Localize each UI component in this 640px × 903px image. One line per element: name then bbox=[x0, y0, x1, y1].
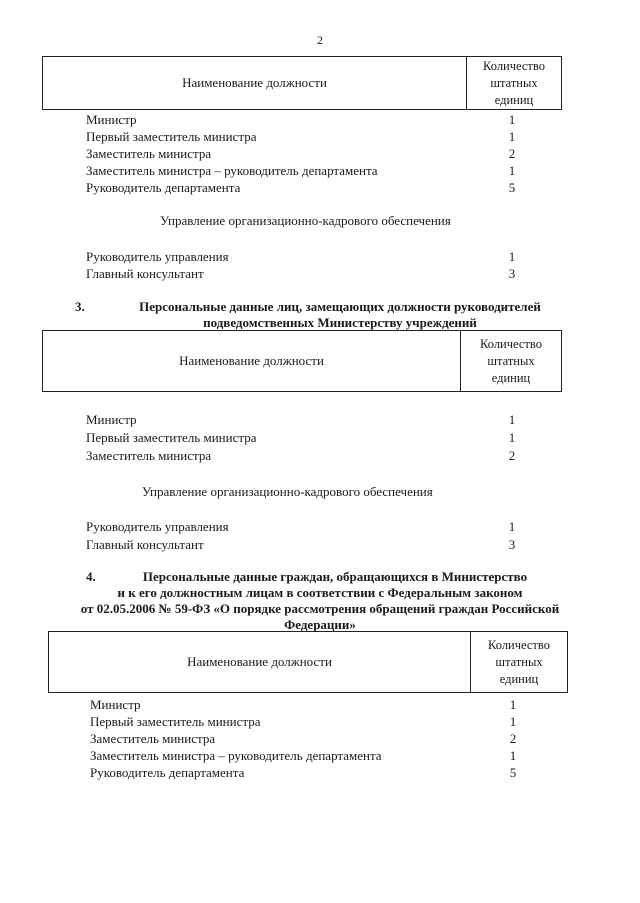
header-count-line: Количество bbox=[488, 637, 550, 652]
section3-title-line: подведомственных Министерству учреждений bbox=[203, 315, 477, 330]
row-label: Заместитель министра bbox=[86, 448, 212, 463]
table-row bbox=[90, 730, 530, 747]
row-value: 2 bbox=[508, 448, 516, 463]
row-label: Министр bbox=[90, 697, 141, 712]
header-count-line: единиц bbox=[494, 92, 534, 107]
section3-header bbox=[42, 330, 562, 392]
table-row bbox=[86, 265, 526, 282]
row-label: Заместитель министра bbox=[90, 731, 216, 746]
section3-header-count bbox=[461, 331, 561, 391]
table-row bbox=[86, 111, 526, 128]
row-label: Первый заместитель министра bbox=[86, 430, 257, 445]
table-row bbox=[90, 713, 530, 730]
header-count-line: штатных bbox=[495, 654, 543, 669]
section4-title-line: Персональные данные граждан, обращающихся в Министерство bbox=[142, 569, 528, 584]
header-count-line: Количество bbox=[480, 336, 542, 351]
page-number: 2 bbox=[317, 33, 323, 47]
table-row bbox=[86, 179, 526, 196]
row-value: 1 bbox=[509, 748, 517, 763]
row-label: Заместитель министра bbox=[86, 146, 212, 161]
row-label: Заместитель министра – руководитель департамента bbox=[86, 163, 378, 178]
table1-subheading: Управление организационно-кадрового обеспечения bbox=[160, 213, 451, 228]
section4-header bbox=[48, 631, 568, 693]
row-label: Руководитель департамента bbox=[90, 765, 245, 780]
table-row bbox=[86, 145, 526, 162]
table-row bbox=[86, 411, 526, 428]
row-label: Первый заместитель министра bbox=[86, 129, 257, 144]
section3-header-name: Наименование должности bbox=[43, 331, 461, 391]
header-count-line: Количество bbox=[483, 58, 545, 73]
table1-header bbox=[42, 56, 562, 110]
section4-title-line: от 02.05.2006 № 59-ФЗ «О порядке рассмотрения обращений граждан Российской bbox=[80, 601, 560, 616]
row-label: Руководитель управления bbox=[86, 249, 229, 264]
row-value: 1 bbox=[508, 412, 516, 427]
row-value: 2 bbox=[509, 731, 517, 746]
row-value: 1 bbox=[508, 249, 516, 264]
section4-number: 4. bbox=[86, 569, 96, 584]
section4-header-name: Наименование должности bbox=[49, 632, 471, 692]
row-value: 2 bbox=[508, 146, 516, 161]
row-value: 3 bbox=[508, 537, 516, 552]
header-count-line: единиц bbox=[499, 671, 539, 686]
row-value: 1 bbox=[508, 163, 516, 178]
table1-header-name: Наименование должности bbox=[43, 57, 467, 109]
table-row bbox=[86, 128, 526, 145]
section4-title-line: и к его должностным лицам в соответствии с Федеральным законом bbox=[117, 585, 523, 600]
table-row bbox=[90, 747, 530, 764]
row-label: Руководитель департамента bbox=[86, 180, 241, 195]
table-row bbox=[86, 162, 526, 179]
row-label: Главный консультант bbox=[86, 266, 204, 281]
table-row bbox=[86, 248, 526, 265]
table-row bbox=[86, 536, 526, 553]
row-label: Руководитель управления bbox=[86, 519, 229, 534]
row-value: 3 bbox=[508, 266, 516, 281]
table-row bbox=[90, 764, 530, 781]
row-label: Министр bbox=[86, 412, 137, 427]
row-value: 1 bbox=[509, 697, 517, 712]
row-label: Главный консультант bbox=[86, 537, 204, 552]
table-row bbox=[86, 518, 526, 535]
table-row bbox=[86, 429, 526, 446]
row-label: Заместитель министра – руководитель департамента bbox=[90, 748, 382, 763]
section3-title-line: Персональные данные лиц, замещающих должности руководителей bbox=[139, 299, 541, 314]
section3-number: 3. bbox=[75, 299, 85, 314]
row-label: Министр bbox=[86, 112, 137, 127]
section3-title bbox=[100, 299, 580, 331]
row-value: 1 bbox=[509, 714, 517, 729]
row-value: 5 bbox=[509, 765, 517, 780]
section4-header-count bbox=[471, 632, 567, 692]
table1-header-count bbox=[467, 57, 561, 109]
table-row bbox=[86, 447, 526, 464]
table-row bbox=[90, 696, 530, 713]
section3-subheading: Управление организационно-кадрового обеспечения bbox=[142, 484, 433, 499]
header-count-line: штатных bbox=[487, 353, 535, 368]
row-value: 1 bbox=[508, 430, 516, 445]
row-label: Первый заместитель министра bbox=[90, 714, 261, 729]
row-value: 5 bbox=[508, 180, 516, 195]
header-count-line: единиц bbox=[491, 370, 531, 385]
section4-title bbox=[20, 569, 620, 633]
header-count-line: штатных bbox=[490, 75, 538, 90]
section4-title-line: Федерации» bbox=[284, 617, 356, 632]
row-value: 1 bbox=[508, 112, 516, 127]
row-value: 1 bbox=[508, 129, 516, 144]
row-value: 1 bbox=[508, 519, 516, 534]
